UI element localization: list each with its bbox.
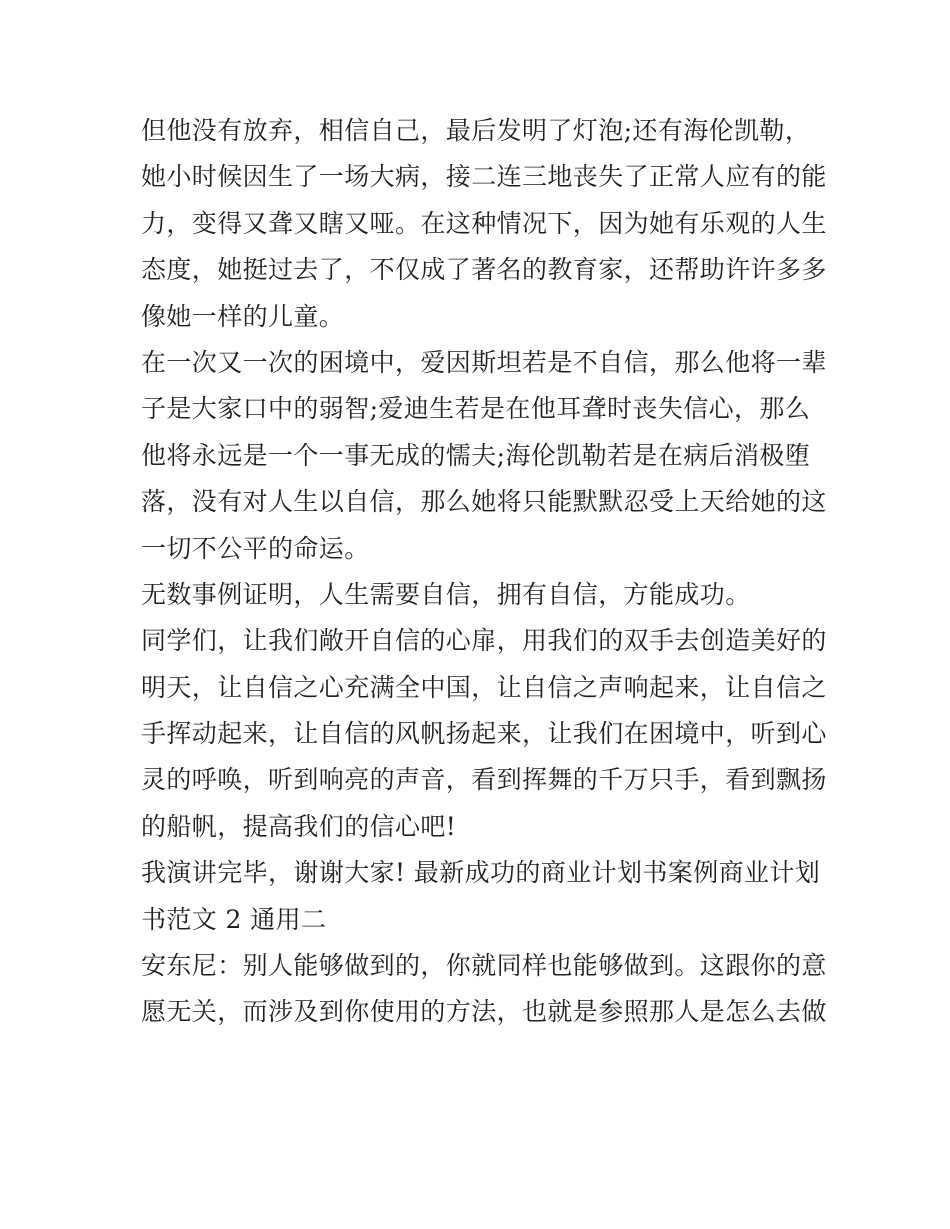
text-line: 他将永远是一个一事无成的懦夫;海伦凯勒若是在病后消极堕: [141, 440, 811, 470]
text-line: 的船帆，提高我们的信心吧!: [141, 811, 457, 841]
text-line: 灵的呼唤，听到响亮的声音，看到挥舞的千万只手，看到飘扬: [141, 765, 827, 795]
text-line: 落，没有对人生以自信，那么她将只能默默忍受上天给她的这: [141, 487, 827, 517]
text-line: 愿无关，而涉及到你使用的方法，也就是参照那人是怎么去做: [141, 997, 827, 1027]
text-line: 安东尼：别人能够做到的，你就同样也能够做到。这跟你的意: [141, 951, 827, 981]
text-line: 书范文 2 通用二: [141, 904, 327, 934]
text-line: 她小时候因生了一场大病，接二连三地丧失了正常人应有的能: [141, 162, 827, 192]
body-text: [141, 108, 827, 1036]
text-line: 力，变得又聋又瞎又哑。在这种情况下，因为她有乐观的人生: [141, 208, 827, 238]
text-line: 无数事例证明，人生需要自信，拥有自信，方能成功。: [141, 579, 751, 609]
text-line: 但他没有放弃，相信自己，最后发明了灯泡;还有海伦凯勒，: [141, 116, 811, 145]
text-line: 子是大家口中的弱智;爱迪生若是在他耳聋时丧失信心，那么: [141, 394, 811, 424]
text-line: 在一次又一次的困境中，爱因斯坦若是不自信，那么他将一辈: [141, 347, 827, 377]
text-line: 同学们，让我们敞开自信的心扉，用我们的双手去创造美好的: [141, 626, 827, 656]
text-line: 一切不公平的命运。: [141, 533, 370, 563]
text-line: 像她一样的儿童。: [141, 301, 345, 331]
text-line: 明天，让自信之心充满全中国，让自信之声响起来，让自信之: [141, 672, 827, 702]
text-line: 我演讲完毕，谢谢大家! 最新成功的商业计划书案例商业计划: [141, 858, 821, 888]
text-line: 态度，她挺过去了，不仅成了著名的教育家，还帮助许许多多: [141, 255, 827, 285]
text-line: 手挥动起来，让自信的风帆扬起来，让我们在困境中，听到心: [141, 719, 827, 749]
